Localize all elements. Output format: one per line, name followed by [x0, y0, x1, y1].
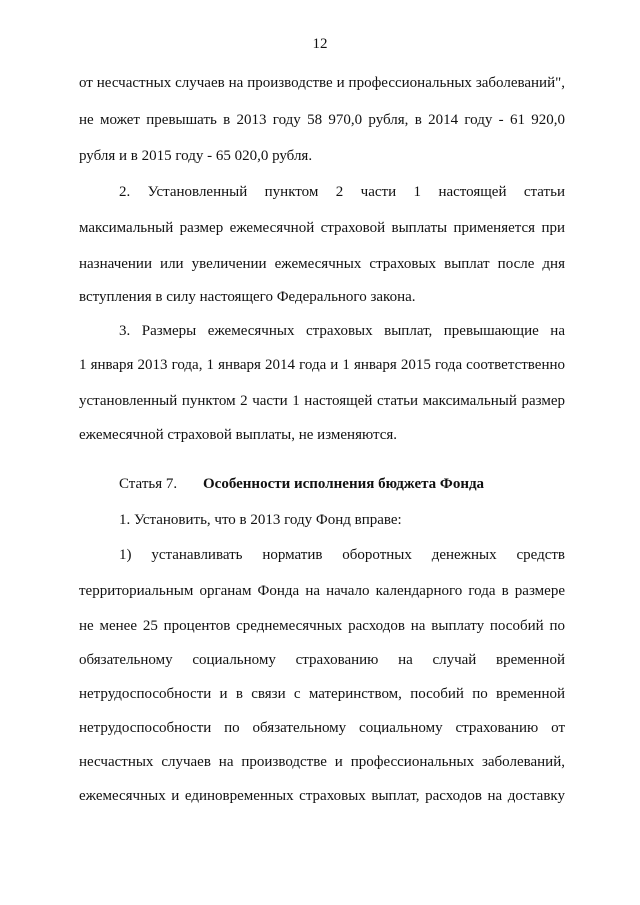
text-line: от несчастных случаев на производстве и профессиональных заболеваний", — [79, 75, 565, 91]
text-line: 1. Установить, что в 2013 году Фонд вправе: — [119, 512, 402, 528]
article-title: Особенности исполнения бюджета Фонда — [203, 476, 485, 492]
text-line: рубля и в 2015 году - 65 020,0 рубля. — [79, 148, 313, 164]
article-label: Статья 7. — [119, 476, 178, 492]
text-line: нетрудоспособности и в связи с материнством, пособий по временной — [79, 686, 565, 702]
text-line: нетрудоспособности по обязательному социальному страхованию от — [79, 720, 565, 736]
text-line: 1) устанавливать норматив оборотных денежных средств — [119, 547, 565, 563]
text-line: вступления в силу настоящего Федерального закона. — [79, 289, 416, 305]
text-line: обязательному социальному страхованию на случай временной — [79, 652, 565, 668]
text-line: территориальным органам Фонда на начало календарного года в размере — [79, 583, 565, 599]
text-line: ежемесячных и единовременных страховых выплат, расходов на доставку — [79, 788, 565, 804]
text-line: не менее 25 процентов среднемесячных расходов на выплату пособий по — [79, 618, 565, 634]
text-line: ежемесячной страховой выплаты, не изменяются. — [79, 427, 398, 443]
text-line: не может превышать в 2013 году 58 970,0 рубля, в 2014 году - 61 920,0 — [79, 112, 565, 128]
text-line: установленный пунктом 2 части 1 настоящей статьи максимальный размер — [79, 393, 565, 409]
text-line: максимальный размер ежемесячной страховой выплаты применяется при — [79, 220, 565, 236]
text-line: 3. Размеры ежемесячных страховых выплат, превышающие на — [119, 323, 565, 339]
page-number: 12 — [312, 36, 328, 52]
text-line: 1 января 2013 года, 1 января 2014 года и 1 января 2015 года соответственно — [79, 357, 565, 373]
text-line: назначении или увеличении ежемесячных страховых выплат после дня — [79, 256, 565, 272]
text-line: несчастных случаев на производстве и профессиональных заболеваний, — [79, 754, 565, 770]
text-line: 2. Установленный пунктом 2 части 1 настоящей статьи — [119, 184, 565, 200]
